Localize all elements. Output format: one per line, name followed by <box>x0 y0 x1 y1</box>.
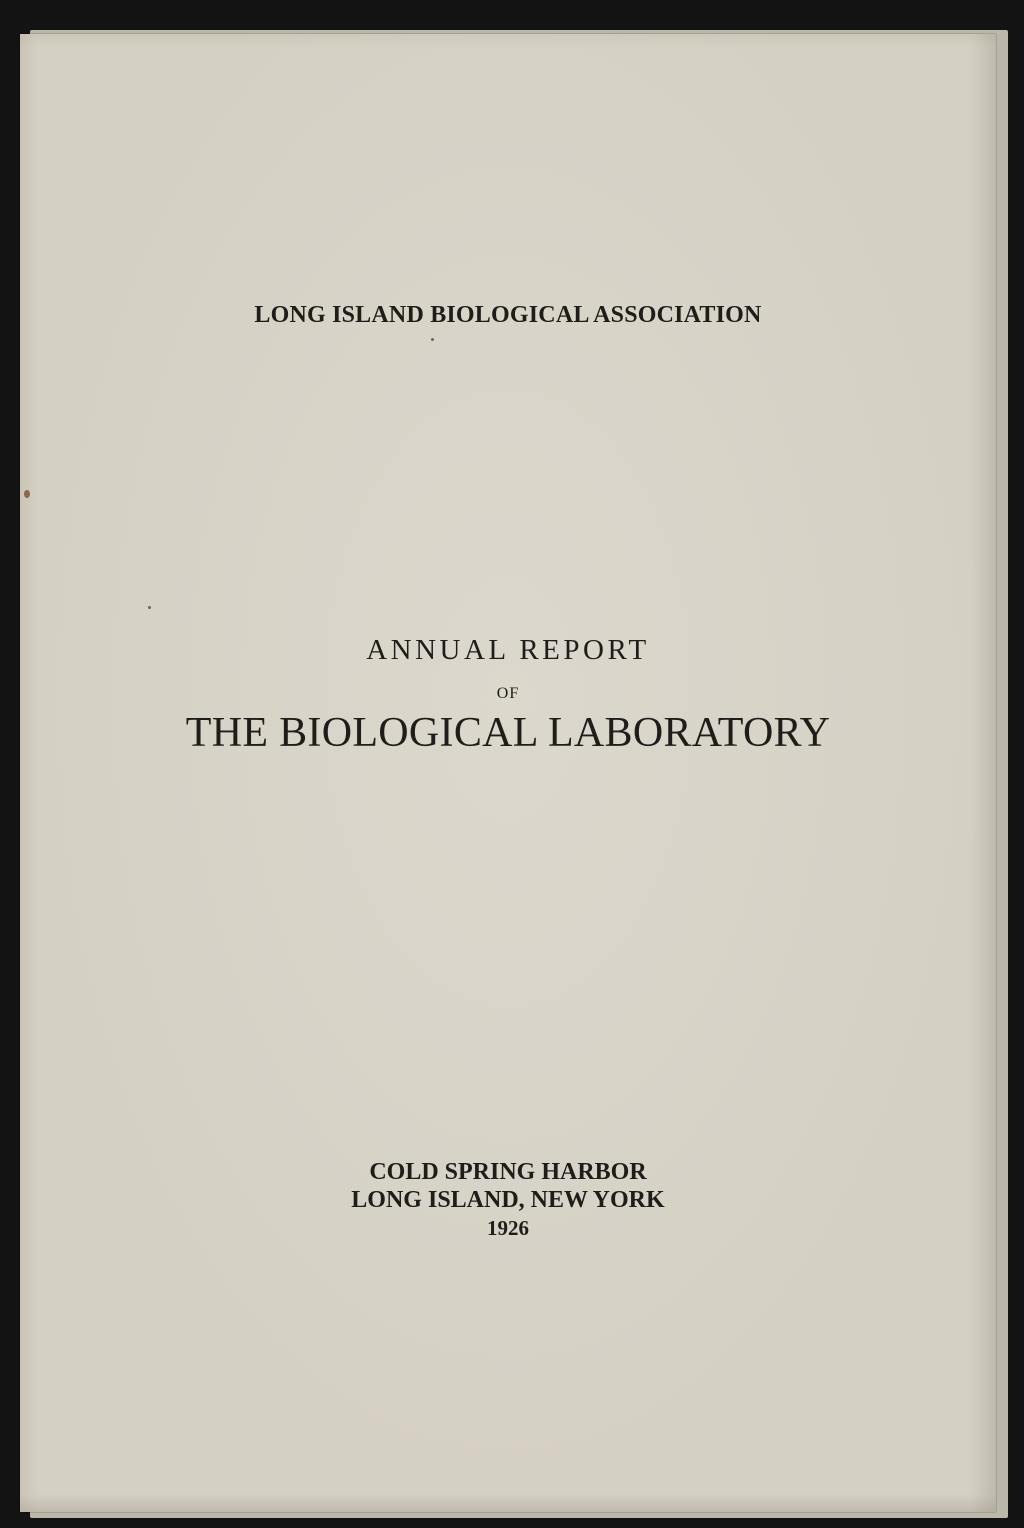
report-cover <box>20 34 996 1512</box>
paper-speck <box>431 338 434 341</box>
report-heading: ANNUAL REPORT <box>366 634 650 666</box>
imprint-year: 1926 <box>487 1216 529 1240</box>
imprint-place: COLD SPRING HARBOR <box>369 1159 647 1185</box>
paper-speck <box>24 490 30 498</box>
of-connector: OF <box>496 685 520 702</box>
association-name: LONG ISLAND BIOLOGICAL ASSOCIATION <box>254 302 762 328</box>
laboratory-title: THE BIOLOGICAL LABORATORY <box>185 710 831 756</box>
imprint-state: LONG ISLAND, NEW YORK <box>351 1187 665 1213</box>
paper-speck <box>148 606 151 609</box>
